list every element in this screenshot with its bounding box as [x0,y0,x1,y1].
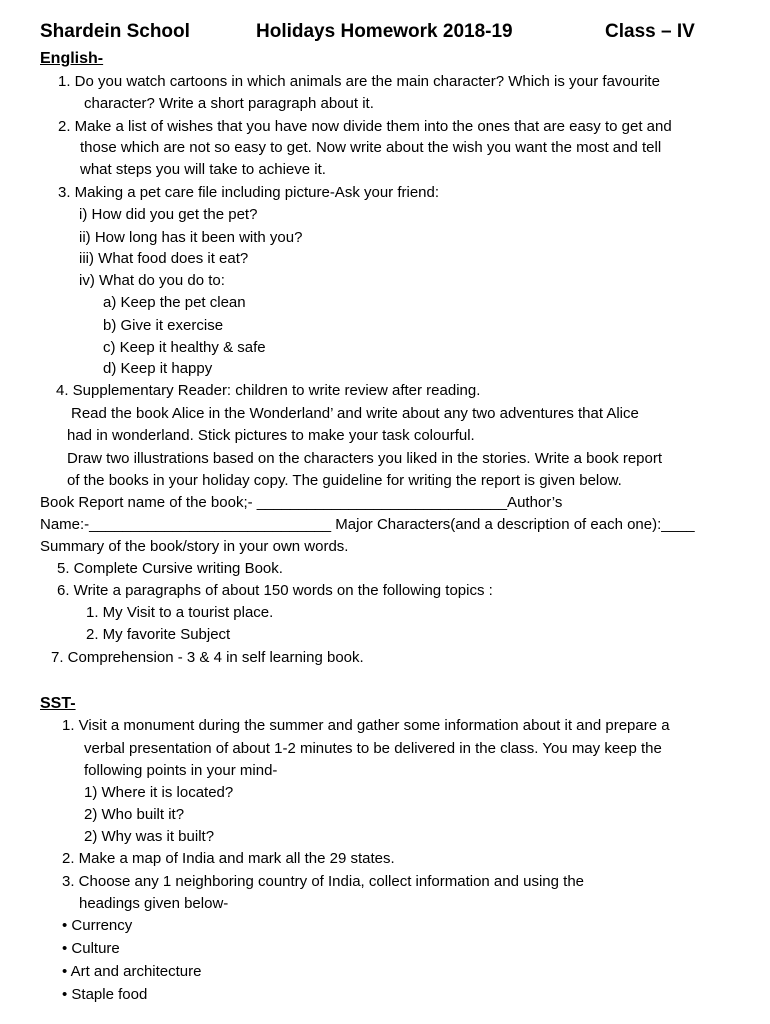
english-heading: English- [40,50,104,67]
sst-line: 1. Visit a monument during the summer and gather some information about it and prepare a [62,717,670,734]
english-line: 4. Supplementary Reader: children to write review after reading. [56,382,481,399]
english-line: 2. My favorite Subject [86,626,231,643]
english-line: what steps you will take to achieve it. [80,161,326,178]
sst-bullet-item: • Currency [62,917,133,934]
english-line: iii) What food does it eat? [79,250,249,267]
english-line: i) How did you get the pet? [79,206,258,223]
english-line: a) Keep the pet clean [103,294,246,311]
english-line: c) Keep it healthy & safe [103,339,266,356]
english-line: d) Keep it happy [103,360,213,377]
english-line: of the books in your holiday copy. The guideline for writing the report is given below. [67,472,622,489]
document-title: Holidays Homework 2018-19 [256,21,513,42]
sst-line: 2) Who built it? [84,806,185,823]
english-line: Summary of the book/story in your own words. [40,538,349,555]
sst-line: 1) Where it is located? [84,784,234,801]
english-line: 2. Make a list of wishes that you have now divide them into the ones that are easy to get and [58,118,672,135]
sst-bullet-item: • Art and architecture [62,963,202,980]
sst-bullet-item: • Culture [62,940,120,957]
english-line: 1. Do you watch cartoons in which animals are the main character? Which is your favourite [58,73,660,90]
english-line: ii) How long has it been with you? [79,229,303,246]
sst-line: 2) Why was it built? [84,828,215,845]
english-line: 5. Complete Cursive writing Book. [57,560,283,577]
sst-line: headings given below- [79,895,229,912]
sst-line: 3. Choose any 1 neighboring country of India, collect information and using the [62,873,584,890]
english-line: had in wonderland. Stick pictures to make your task colourful. [67,427,475,444]
english-line: Name:-_____________________________ Major Characters(and a description of each one):____ [40,516,695,533]
english-line: Read the book Alice in the Wonderland’ and write about any two adventures that Alice [71,405,639,422]
sst-line: verbal presentation of about 1-2 minutes to be delivered in the class. You may keep the [84,740,662,757]
english-line: b) Give it exercise [103,317,224,334]
sst-bullet-item: • Staple food [62,986,148,1003]
english-line: those which are not so easy to get. Now write about the wish you want the most and tell [80,139,662,156]
english-line: iv) What do you do to: [79,272,225,289]
sst-heading: SST- [40,695,76,712]
class-label: Class – IV [605,21,695,42]
english-line: 7. Comprehension - 3 & 4 in self learning book. [51,649,364,666]
sst-line: following points in your mind- [84,762,278,779]
english-line: 1. My Visit to a tourist place. [86,604,274,621]
english-line: character? Write a short paragraph about it. [84,95,374,112]
english-line: Draw two illustrations based on the characters you liked in the stories. Write a book report [67,450,663,467]
english-line: Book Report name of the book;- ______________________________Author’s [40,494,563,511]
school-name: Shardein School [40,21,190,42]
sst-line: 2. Make a map of India and mark all the 29 states. [62,850,395,867]
english-line: 3. Making a pet care file including picture-Ask your friend: [58,184,440,201]
english-line: 6. Write a paragraphs of about 150 words on the following topics : [57,582,493,599]
